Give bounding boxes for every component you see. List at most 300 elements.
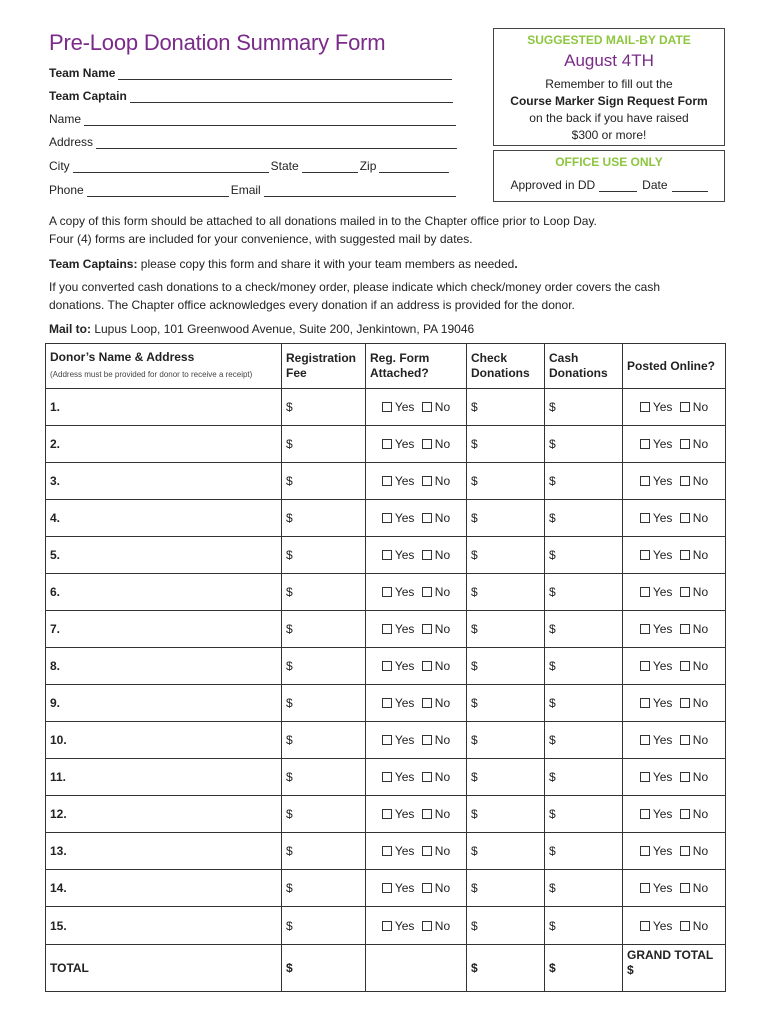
yes-label: Yes xyxy=(394,881,415,895)
donor-cell[interactable] xyxy=(46,796,282,833)
zip-label: Zip xyxy=(359,159,377,173)
reg-form-cell xyxy=(366,537,467,574)
yes-checkbox[interactable] xyxy=(382,587,392,597)
yes-label: Yes xyxy=(652,918,673,933)
no-label: No xyxy=(434,585,451,599)
total-label: TOTAL xyxy=(46,945,282,992)
no-checkbox[interactable] xyxy=(422,921,432,931)
grand-total-label: GRAND TOTAL xyxy=(627,948,714,962)
donor-header-note: (Address must be provided for donor to receive a receipt) xyxy=(50,370,253,379)
posted-online-cell xyxy=(623,722,726,759)
donor-cell[interactable] xyxy=(46,759,282,796)
mail-by-date: August 4TH xyxy=(564,51,654,70)
posted-online-cell xyxy=(623,870,726,907)
no-checkbox[interactable] xyxy=(680,624,690,634)
table-row xyxy=(46,463,726,500)
no-checkbox[interactable] xyxy=(680,550,690,560)
cash-cell[interactable]: $ xyxy=(545,759,623,796)
yes-checkbox[interactable] xyxy=(640,587,650,597)
team-captain-field[interactable] xyxy=(130,90,453,103)
donor-cell[interactable] xyxy=(46,426,282,463)
no-label: No xyxy=(692,696,709,710)
no-label: No xyxy=(434,511,451,525)
donor-cell[interactable] xyxy=(46,870,282,907)
no-label: No xyxy=(434,474,451,488)
yes-checkbox[interactable] xyxy=(382,661,392,671)
posted-online-cell xyxy=(623,796,726,833)
yes-label: Yes xyxy=(394,437,415,451)
no-label: No xyxy=(692,511,709,525)
yes-checkbox[interactable] xyxy=(382,550,392,560)
row-number: 9. xyxy=(50,696,61,710)
yes-checkbox[interactable] xyxy=(382,513,392,523)
no-label: No xyxy=(692,437,709,451)
mail-by-reminder xyxy=(494,76,724,144)
mail-to-address: Lupus Loop, 101 Greenwood Avenue, Suite 200, Jenkintown, PA 19046 xyxy=(91,322,475,336)
yes-checkbox[interactable] xyxy=(640,846,650,856)
no-checkbox[interactable] xyxy=(680,513,690,523)
donor-cell[interactable] xyxy=(46,500,282,537)
posted-online-cell xyxy=(623,463,726,500)
no-label: No xyxy=(692,400,709,414)
yes-checkbox[interactable] xyxy=(382,624,392,634)
reg-form-cell xyxy=(366,500,467,537)
reg-form-cell xyxy=(366,833,467,870)
row-number: 10. xyxy=(50,733,67,747)
no-checkbox[interactable] xyxy=(422,550,432,560)
donor-cell[interactable] xyxy=(46,722,282,759)
cash-cell[interactable]: $ xyxy=(545,870,623,907)
check-cell[interactable]: $ xyxy=(467,463,545,500)
yes-label: Yes xyxy=(652,548,673,562)
team-captain-label: Team Captain xyxy=(49,89,127,103)
phone-label: Phone xyxy=(49,183,84,197)
email-label: Email xyxy=(230,183,261,197)
no-checkbox[interactable] xyxy=(422,698,432,708)
row-number: 13. xyxy=(50,844,67,858)
mail-to-note xyxy=(49,320,729,338)
no-label: No xyxy=(692,770,709,784)
yes-checkbox[interactable] xyxy=(382,809,392,819)
check-cell[interactable]: $ xyxy=(467,833,545,870)
table-row xyxy=(46,426,726,463)
reg-form-header-line-2: Attached? xyxy=(370,366,429,380)
yes-checkbox[interactable] xyxy=(382,735,392,745)
date-label: Date xyxy=(642,178,668,192)
no-checkbox[interactable] xyxy=(680,735,690,745)
yes-label: Yes xyxy=(394,659,415,673)
yes-label: Yes xyxy=(652,770,673,784)
no-label: No xyxy=(434,696,451,710)
reg-fee-cell[interactable]: $ xyxy=(282,574,366,611)
row-number: 12. xyxy=(50,807,67,821)
cash-header-line-1: Cash xyxy=(549,351,579,365)
yes-checkbox[interactable] xyxy=(382,439,392,449)
posted-online-cell xyxy=(623,389,726,426)
no-checkbox[interactable] xyxy=(680,698,690,708)
cash-cell[interactable]: $ xyxy=(545,833,623,870)
row-number: 8. xyxy=(50,659,61,673)
no-checkbox[interactable] xyxy=(422,513,432,523)
phone-field[interactable] xyxy=(87,184,229,197)
posted-online-cell xyxy=(623,611,726,648)
email-field[interactable] xyxy=(264,184,456,197)
cash-cell[interactable]: $ xyxy=(545,537,623,574)
reg-fee-header-line-2: Fee xyxy=(286,366,307,380)
check-cell[interactable]: $ xyxy=(467,722,545,759)
cash-header-line-2: Donations xyxy=(549,366,608,380)
no-label: No xyxy=(692,918,709,933)
office-use-header: OFFICE USE ONLY xyxy=(555,155,663,169)
no-label: No xyxy=(434,659,451,673)
no-checkbox[interactable] xyxy=(680,883,690,893)
page-title: Pre-Loop Donation Summary Form xyxy=(49,30,386,55)
no-label: No xyxy=(434,844,451,858)
reg-fee-cell[interactable]: $ xyxy=(282,537,366,574)
posted-online-cell xyxy=(623,685,726,722)
yes-checkbox[interactable] xyxy=(640,735,650,745)
no-checkbox[interactable] xyxy=(422,661,432,671)
yes-label: Yes xyxy=(652,881,673,895)
yes-checkbox[interactable] xyxy=(640,402,650,412)
instructions-paragraph-1 xyxy=(49,212,729,248)
zip-field[interactable] xyxy=(379,160,449,173)
city-label: City xyxy=(49,159,70,173)
row-number: 14. xyxy=(50,881,67,895)
reg-fee-cell[interactable]: $ xyxy=(282,500,366,537)
reg-form-cell xyxy=(366,759,467,796)
yes-label: Yes xyxy=(394,474,415,488)
no-checkbox[interactable] xyxy=(680,772,690,782)
check-cell[interactable]: $ xyxy=(467,426,545,463)
donor-cell[interactable] xyxy=(46,907,282,945)
posted-online-header: Posted Online? xyxy=(623,344,726,389)
yes-checkbox[interactable] xyxy=(382,402,392,412)
instructions-line-1: A copy of this form should be attached to all donations mailed in to the Chapter office prior to Loop Day. xyxy=(49,214,597,228)
yes-label: Yes xyxy=(394,511,415,525)
reg-fee-cell[interactable]: $ xyxy=(282,796,366,833)
cash-header xyxy=(545,344,623,389)
reg-fee-cell[interactable]: $ xyxy=(282,426,366,463)
check-cell[interactable]: $ xyxy=(467,648,545,685)
table-header-row xyxy=(46,344,726,389)
yes-label: Yes xyxy=(652,696,673,710)
no-checkbox[interactable] xyxy=(422,587,432,597)
table-row xyxy=(46,796,726,833)
cash-conversion-note xyxy=(49,278,729,314)
check-cell[interactable]: $ xyxy=(467,574,545,611)
yes-label: Yes xyxy=(394,622,415,636)
check-cell[interactable]: $ xyxy=(467,907,545,945)
yes-checkbox[interactable] xyxy=(640,883,650,893)
posted-online-cell xyxy=(623,759,726,796)
no-label: No xyxy=(692,474,709,488)
no-label: No xyxy=(434,548,451,562)
cash-cell[interactable]: $ xyxy=(545,685,623,722)
office-use-approval xyxy=(494,178,724,192)
no-checkbox[interactable] xyxy=(422,402,432,412)
yes-label: Yes xyxy=(394,585,415,599)
team-captains-text: please copy this form and share it with your team members as needed xyxy=(137,257,515,271)
row-number: 1. xyxy=(50,400,61,414)
yes-checkbox[interactable] xyxy=(640,921,650,931)
yes-label: Yes xyxy=(652,585,673,599)
yes-checkbox[interactable] xyxy=(382,476,392,486)
donor-cell[interactable] xyxy=(46,463,282,500)
total-cash[interactable]: $ xyxy=(545,945,623,992)
reg-form-cell xyxy=(366,870,467,907)
cash-note-line-2: donations. The Chapter office acknowledges every donation if an address is provided for the donor. xyxy=(49,298,575,312)
table-row xyxy=(46,907,726,945)
no-label: No xyxy=(692,585,709,599)
yes-checkbox[interactable] xyxy=(382,921,392,931)
no-checkbox[interactable] xyxy=(422,735,432,745)
cash-cell[interactable]: $ xyxy=(545,648,623,685)
yes-label: Yes xyxy=(394,733,415,747)
no-label: No xyxy=(692,807,709,821)
donor-cell[interactable] xyxy=(46,574,282,611)
reg-fee-header xyxy=(282,344,366,389)
reg-fee-cell[interactable]: $ xyxy=(282,870,366,907)
table-row xyxy=(46,833,726,870)
check-cell[interactable]: $ xyxy=(467,796,545,833)
team-captain-row xyxy=(49,89,453,103)
no-label: No xyxy=(434,918,451,933)
table-row xyxy=(46,648,726,685)
yes-label: Yes xyxy=(652,622,673,636)
address-field[interactable] xyxy=(96,136,457,149)
donations-table xyxy=(45,343,726,992)
check-cell[interactable]: $ xyxy=(467,500,545,537)
check-header-line-1: Check xyxy=(471,351,508,365)
table-row xyxy=(46,685,726,722)
row-number: 11. xyxy=(50,770,67,784)
no-checkbox[interactable] xyxy=(422,809,432,819)
row-number: 3. xyxy=(50,474,61,488)
row-number: 2. xyxy=(50,437,61,451)
cash-note-line-1: If you converted cash donations to a check/money order, please indicate which check/money order covers the cash xyxy=(49,280,661,294)
yes-label: Yes xyxy=(394,844,415,858)
posted-online-cell xyxy=(623,907,726,945)
reg-form-cell xyxy=(366,907,467,945)
no-label: No xyxy=(434,770,451,784)
check-cell[interactable]: $ xyxy=(467,611,545,648)
name-label: Name xyxy=(49,112,82,126)
yes-label: Yes xyxy=(652,400,673,414)
yes-checkbox[interactable] xyxy=(382,772,392,782)
yes-checkbox[interactable] xyxy=(640,476,650,486)
no-label: No xyxy=(434,400,451,414)
cash-cell[interactable]: $ xyxy=(545,389,623,426)
yes-checkbox[interactable] xyxy=(640,550,650,560)
check-header xyxy=(467,344,545,389)
team-captains-note xyxy=(49,255,729,273)
table-row xyxy=(46,611,726,648)
no-checkbox[interactable] xyxy=(422,883,432,893)
yes-label: Yes xyxy=(652,844,673,858)
date-field[interactable] xyxy=(672,179,708,192)
yes-checkbox[interactable] xyxy=(640,513,650,523)
yes-label: Yes xyxy=(652,733,673,747)
posted-online-cell xyxy=(623,537,726,574)
total-check[interactable]: $ xyxy=(467,945,545,992)
no-checkbox[interactable] xyxy=(422,439,432,449)
no-checkbox[interactable] xyxy=(422,624,432,634)
address-label: Address xyxy=(49,135,94,149)
reg-fee-cell[interactable]: $ xyxy=(282,759,366,796)
cash-cell[interactable]: $ xyxy=(545,722,623,759)
donor-header xyxy=(46,344,282,389)
reg-form-cell xyxy=(366,389,467,426)
no-label: No xyxy=(692,733,709,747)
no-checkbox[interactable] xyxy=(680,587,690,597)
no-label: No xyxy=(434,622,451,636)
reg-form-cell xyxy=(366,722,467,759)
donor-cell[interactable] xyxy=(46,611,282,648)
reg-fee-cell[interactable]: $ xyxy=(282,685,366,722)
reminder-line-1: Remember to fill out the xyxy=(545,77,673,91)
yes-checkbox[interactable] xyxy=(640,698,650,708)
posted-online-cell xyxy=(623,833,726,870)
no-label: No xyxy=(434,881,451,895)
cash-cell[interactable]: $ xyxy=(545,611,623,648)
no-checkbox[interactable] xyxy=(680,846,690,856)
reg-form-cell xyxy=(366,685,467,722)
reg-fee-cell[interactable]: $ xyxy=(282,463,366,500)
reg-form-cell xyxy=(366,611,467,648)
reg-form-cell xyxy=(366,648,467,685)
table-body xyxy=(46,389,726,945)
check-cell[interactable]: $ xyxy=(467,389,545,426)
yes-checkbox[interactable] xyxy=(382,846,392,856)
no-label: No xyxy=(692,548,709,562)
mail-by-box xyxy=(493,28,725,146)
instructions-line-2: Four (4) forms are included for your convenience, with suggested mail by dates. xyxy=(49,232,473,246)
no-label: No xyxy=(692,622,709,636)
no-checkbox[interactable] xyxy=(680,809,690,819)
grand-total-dollar: $ xyxy=(627,963,634,977)
check-cell[interactable]: $ xyxy=(467,759,545,796)
donor-cell[interactable] xyxy=(46,833,282,870)
mail-by-header: SUGGESTED MAIL-BY DATE xyxy=(527,33,691,47)
yes-checkbox[interactable] xyxy=(640,809,650,819)
yes-label: Yes xyxy=(652,511,673,525)
table-row xyxy=(46,870,726,907)
no-label: No xyxy=(434,807,451,821)
yes-label: Yes xyxy=(394,918,415,933)
check-cell[interactable]: $ xyxy=(467,537,545,574)
table-row xyxy=(46,722,726,759)
no-checkbox[interactable] xyxy=(680,921,690,931)
yes-label: Yes xyxy=(394,807,415,821)
reg-fee-cell[interactable]: $ xyxy=(282,648,366,685)
donor-cell[interactable] xyxy=(46,685,282,722)
approved-field[interactable] xyxy=(599,179,637,192)
yes-checkbox[interactable] xyxy=(640,772,650,782)
reg-fee-cell[interactable]: $ xyxy=(282,722,366,759)
yes-checkbox[interactable] xyxy=(640,439,650,449)
cash-cell[interactable]: $ xyxy=(545,463,623,500)
donor-header-label: Donor’s Name & Address xyxy=(50,350,195,364)
check-cell[interactable]: $ xyxy=(467,685,545,722)
yes-label: Yes xyxy=(394,696,415,710)
check-header-line-2: Donations xyxy=(471,366,530,380)
reg-form-cell xyxy=(366,574,467,611)
city-field[interactable] xyxy=(73,160,269,173)
reg-fee-cell[interactable]: $ xyxy=(282,907,366,945)
yes-label: Yes xyxy=(394,400,415,414)
yes-checkbox[interactable] xyxy=(640,661,650,671)
no-checkbox[interactable] xyxy=(680,476,690,486)
no-label: No xyxy=(692,881,709,895)
table-row xyxy=(46,537,726,574)
reg-form-header xyxy=(366,344,467,389)
cash-cell[interactable]: $ xyxy=(545,907,623,945)
reg-fee-cell[interactable]: $ xyxy=(282,389,366,426)
mail-to-label: Mail to: xyxy=(49,322,91,336)
cash-cell[interactable]: $ xyxy=(545,574,623,611)
no-checkbox[interactable] xyxy=(680,402,690,412)
donor-cell[interactable] xyxy=(46,648,282,685)
reg-fee-cell[interactable]: $ xyxy=(282,611,366,648)
donor-cell[interactable] xyxy=(46,389,282,426)
state-label: State xyxy=(270,159,299,173)
yes-checkbox[interactable] xyxy=(640,624,650,634)
no-label: No xyxy=(692,659,709,673)
row-number: 6. xyxy=(50,585,61,599)
reg-form-header-line-1: Reg. Form xyxy=(370,351,430,365)
total-reg-fee[interactable]: $ xyxy=(282,945,366,992)
no-checkbox[interactable] xyxy=(680,439,690,449)
phone-row xyxy=(49,183,456,197)
total-row xyxy=(46,945,726,992)
row-number: 15. xyxy=(50,918,67,933)
reg-fee-cell[interactable]: $ xyxy=(282,833,366,870)
reg-fee-header-line-1: Registration xyxy=(286,351,357,365)
yes-checkbox[interactable] xyxy=(382,883,392,893)
no-checkbox[interactable] xyxy=(680,661,690,671)
no-checkbox[interactable] xyxy=(422,772,432,782)
yes-label: Yes xyxy=(652,659,673,673)
no-label: No xyxy=(692,844,709,858)
cash-cell[interactable]: $ xyxy=(545,796,623,833)
state-field[interactable] xyxy=(302,160,358,173)
address-row xyxy=(49,135,457,149)
name-field[interactable] xyxy=(84,113,456,126)
yes-checkbox[interactable] xyxy=(382,698,392,708)
check-cell[interactable]: $ xyxy=(467,870,545,907)
donor-cell[interactable] xyxy=(46,537,282,574)
no-checkbox[interactable] xyxy=(422,476,432,486)
posted-online-cell xyxy=(623,648,726,685)
approved-label: Approved in DD xyxy=(510,178,596,192)
posted-online-cell xyxy=(623,500,726,537)
row-number: 5. xyxy=(50,548,61,562)
no-label: No xyxy=(434,733,451,747)
yes-label: Yes xyxy=(652,807,673,821)
table-row xyxy=(46,759,726,796)
grand-total-cell[interactable] xyxy=(623,945,726,992)
name-row xyxy=(49,112,456,126)
cash-cell[interactable]: $ xyxy=(545,426,623,463)
team-captains-period: . xyxy=(514,257,518,271)
reminder-line-2: Course Marker Sign Request Form xyxy=(510,94,708,108)
cash-cell[interactable]: $ xyxy=(545,500,623,537)
no-checkbox[interactable] xyxy=(422,846,432,856)
yes-label: Yes xyxy=(652,437,673,451)
team-name-label: Team Name xyxy=(49,66,116,80)
team-name-field[interactable] xyxy=(118,67,452,80)
